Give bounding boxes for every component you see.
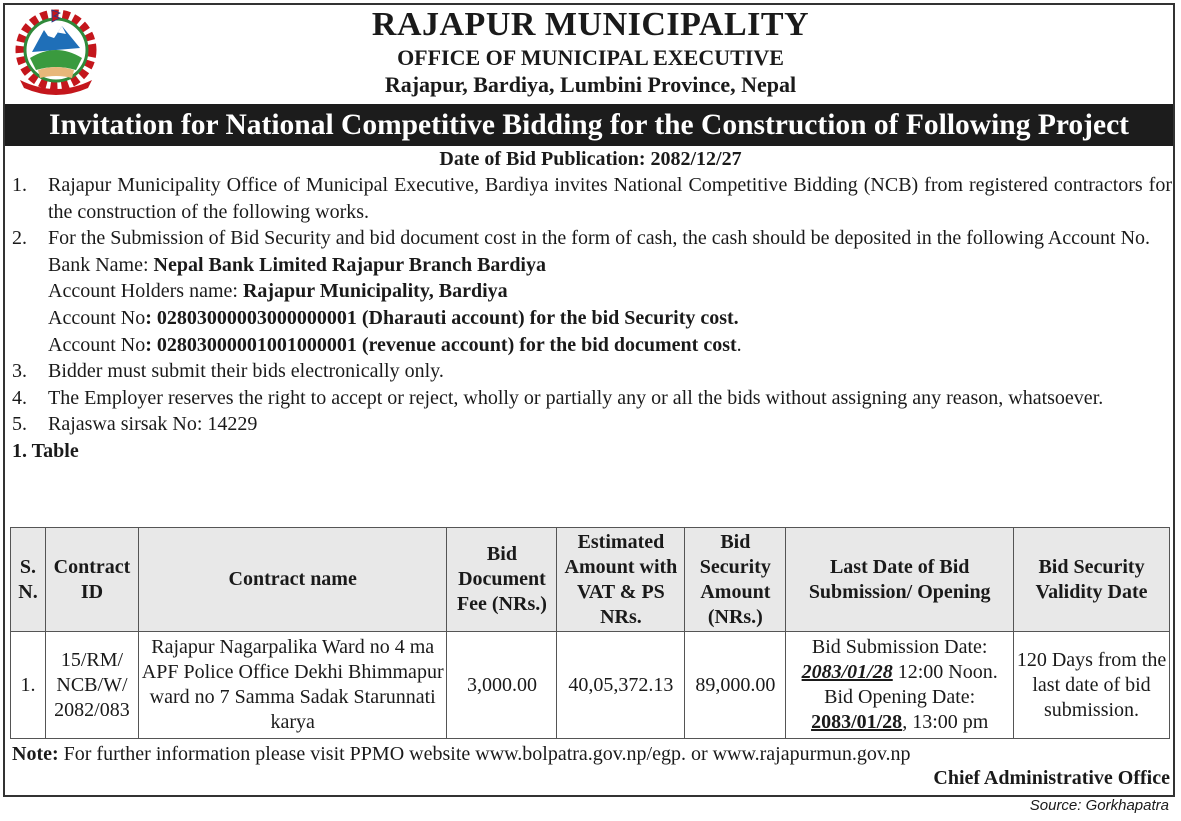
account-label: Account No	[48, 306, 146, 329]
header-estimated-amount: Estimated Amount with VAT & PS NRs.	[557, 528, 685, 632]
header-contract-id: Contract ID	[45, 528, 138, 632]
header-last-date: Last Date of Bid Submission/ Opening	[786, 528, 1014, 632]
header-document-fee: Bid Document Fee (NRs.)	[447, 528, 557, 632]
account-security-line	[12, 305, 1172, 332]
account-holder-label: Account Holders name:	[48, 280, 243, 303]
account-document-value: : 02803000001001000001 (revenue account) for the bid document cost	[145, 333, 737, 356]
account-security-value: : 02803000003000000001 (Dharauti account) for the bid Security cost.	[145, 306, 739, 329]
notice-banner: Invitation for National Competitive Bidding for the Construction of Following Project	[5, 104, 1173, 146]
office-address: Rajapur, Bardiya, Lumbini Province, Nepal	[384, 72, 797, 97]
note-label: Note:	[12, 743, 59, 765]
office-subtitle: OFFICE OF MUNICIPAL EXECUTIVE	[397, 45, 784, 70]
header-security-amount: Bid Security Amount (NRs.)	[685, 528, 786, 632]
cell-contract-id: 15/RM/ NCB/W/ 2082/083	[45, 632, 138, 739]
item-number: 5.	[12, 413, 27, 436]
submission-time: 12:00 Noon.	[892, 661, 998, 683]
municipality-title: RAJAPUR MUNICIPALITY	[371, 6, 810, 43]
opening-label: Bid Opening Date:	[824, 686, 976, 708]
item-number: 2.	[12, 227, 27, 250]
submission-date: 2083/01/28	[801, 661, 893, 683]
item-text: Rajaswa sirsak No: 14229	[48, 413, 258, 436]
cell-sn: 1.	[11, 632, 46, 739]
cell-last-date	[786, 632, 1014, 739]
item-number: 4.	[12, 386, 27, 409]
item-number: 3.	[12, 360, 27, 383]
item-text: The Employer reserves the right to accept or reject, wholly or partially any or all the bids without assigning any reason, whatsoever.	[48, 386, 1104, 409]
list-item	[12, 225, 1172, 252]
list-item	[12, 172, 1172, 225]
signature: Chief Administrative Office	[933, 767, 1170, 789]
account-document-line	[12, 332, 1172, 359]
notice-body	[12, 172, 1172, 465]
cell-contract-name: Rajapur Nagarpalika Ward no 4 ma APF Police Office Dekhi Bhimmapur ward no 7 Samma Sadak Starunnati karya	[138, 632, 447, 739]
table-header-row	[11, 528, 1170, 632]
header-sn: S. N.	[11, 528, 46, 632]
source-credit: Source: Gorkhapatra	[1029, 797, 1169, 814]
period: .	[736, 333, 742, 356]
item-text: For the Submission of Bid Security and bid document cost in the form of cash, the cash should be deposited in the following Account No.	[48, 227, 1151, 250]
publication-date: Date of Bid Publication: 2082/12/27	[439, 148, 742, 170]
account-holder-line	[12, 278, 1172, 305]
submission-label: Bid Submission Date:	[811, 636, 988, 658]
table-row	[11, 632, 1170, 739]
note-text: For further information please visit PPMO website www.bolpatra.gov.np/egp. or www.rajapurmun.gov.np	[58, 743, 911, 765]
account-label: Account No	[48, 333, 146, 356]
account-holder-value: Rajapur Municipality, Bardiya	[242, 280, 508, 303]
note-line	[12, 743, 911, 766]
bank-name-value: Nepal Bank Limited Rajapur Branch Bardiya	[153, 253, 546, 276]
item-text: Bidder must submit their bids electronically only.	[48, 360, 444, 383]
cell-estimated-amount: 40,05,372.13	[557, 632, 685, 739]
opening-time: , 13:00 pm	[902, 711, 989, 733]
cell-security-amount: 89,000.00	[685, 632, 786, 739]
table-title: 1. Table	[12, 439, 79, 462]
list-item	[12, 385, 1172, 412]
list-item	[12, 411, 1172, 438]
header-validity: Bid Security Validity Date	[1014, 528, 1170, 632]
bank-name-line	[12, 252, 1172, 279]
cell-document-fee: 3,000.00	[447, 632, 557, 739]
bank-name-label: Bank Name:	[48, 253, 154, 276]
item-number: 1.	[12, 174, 27, 196]
header-contract-name: Contract name	[138, 528, 447, 632]
opening-date: 2083/01/28	[811, 711, 903, 733]
item-text: Rajapur Municipality Office of Municipal Executive, Bardiya invites National Competitive Bidding (NCB) from registered contractors for the construction of the following works.	[48, 174, 1172, 223]
cell-validity: 120 Days from the last date of bid submission.	[1014, 632, 1170, 739]
list-item	[12, 358, 1172, 385]
contracts-table	[10, 527, 1170, 739]
